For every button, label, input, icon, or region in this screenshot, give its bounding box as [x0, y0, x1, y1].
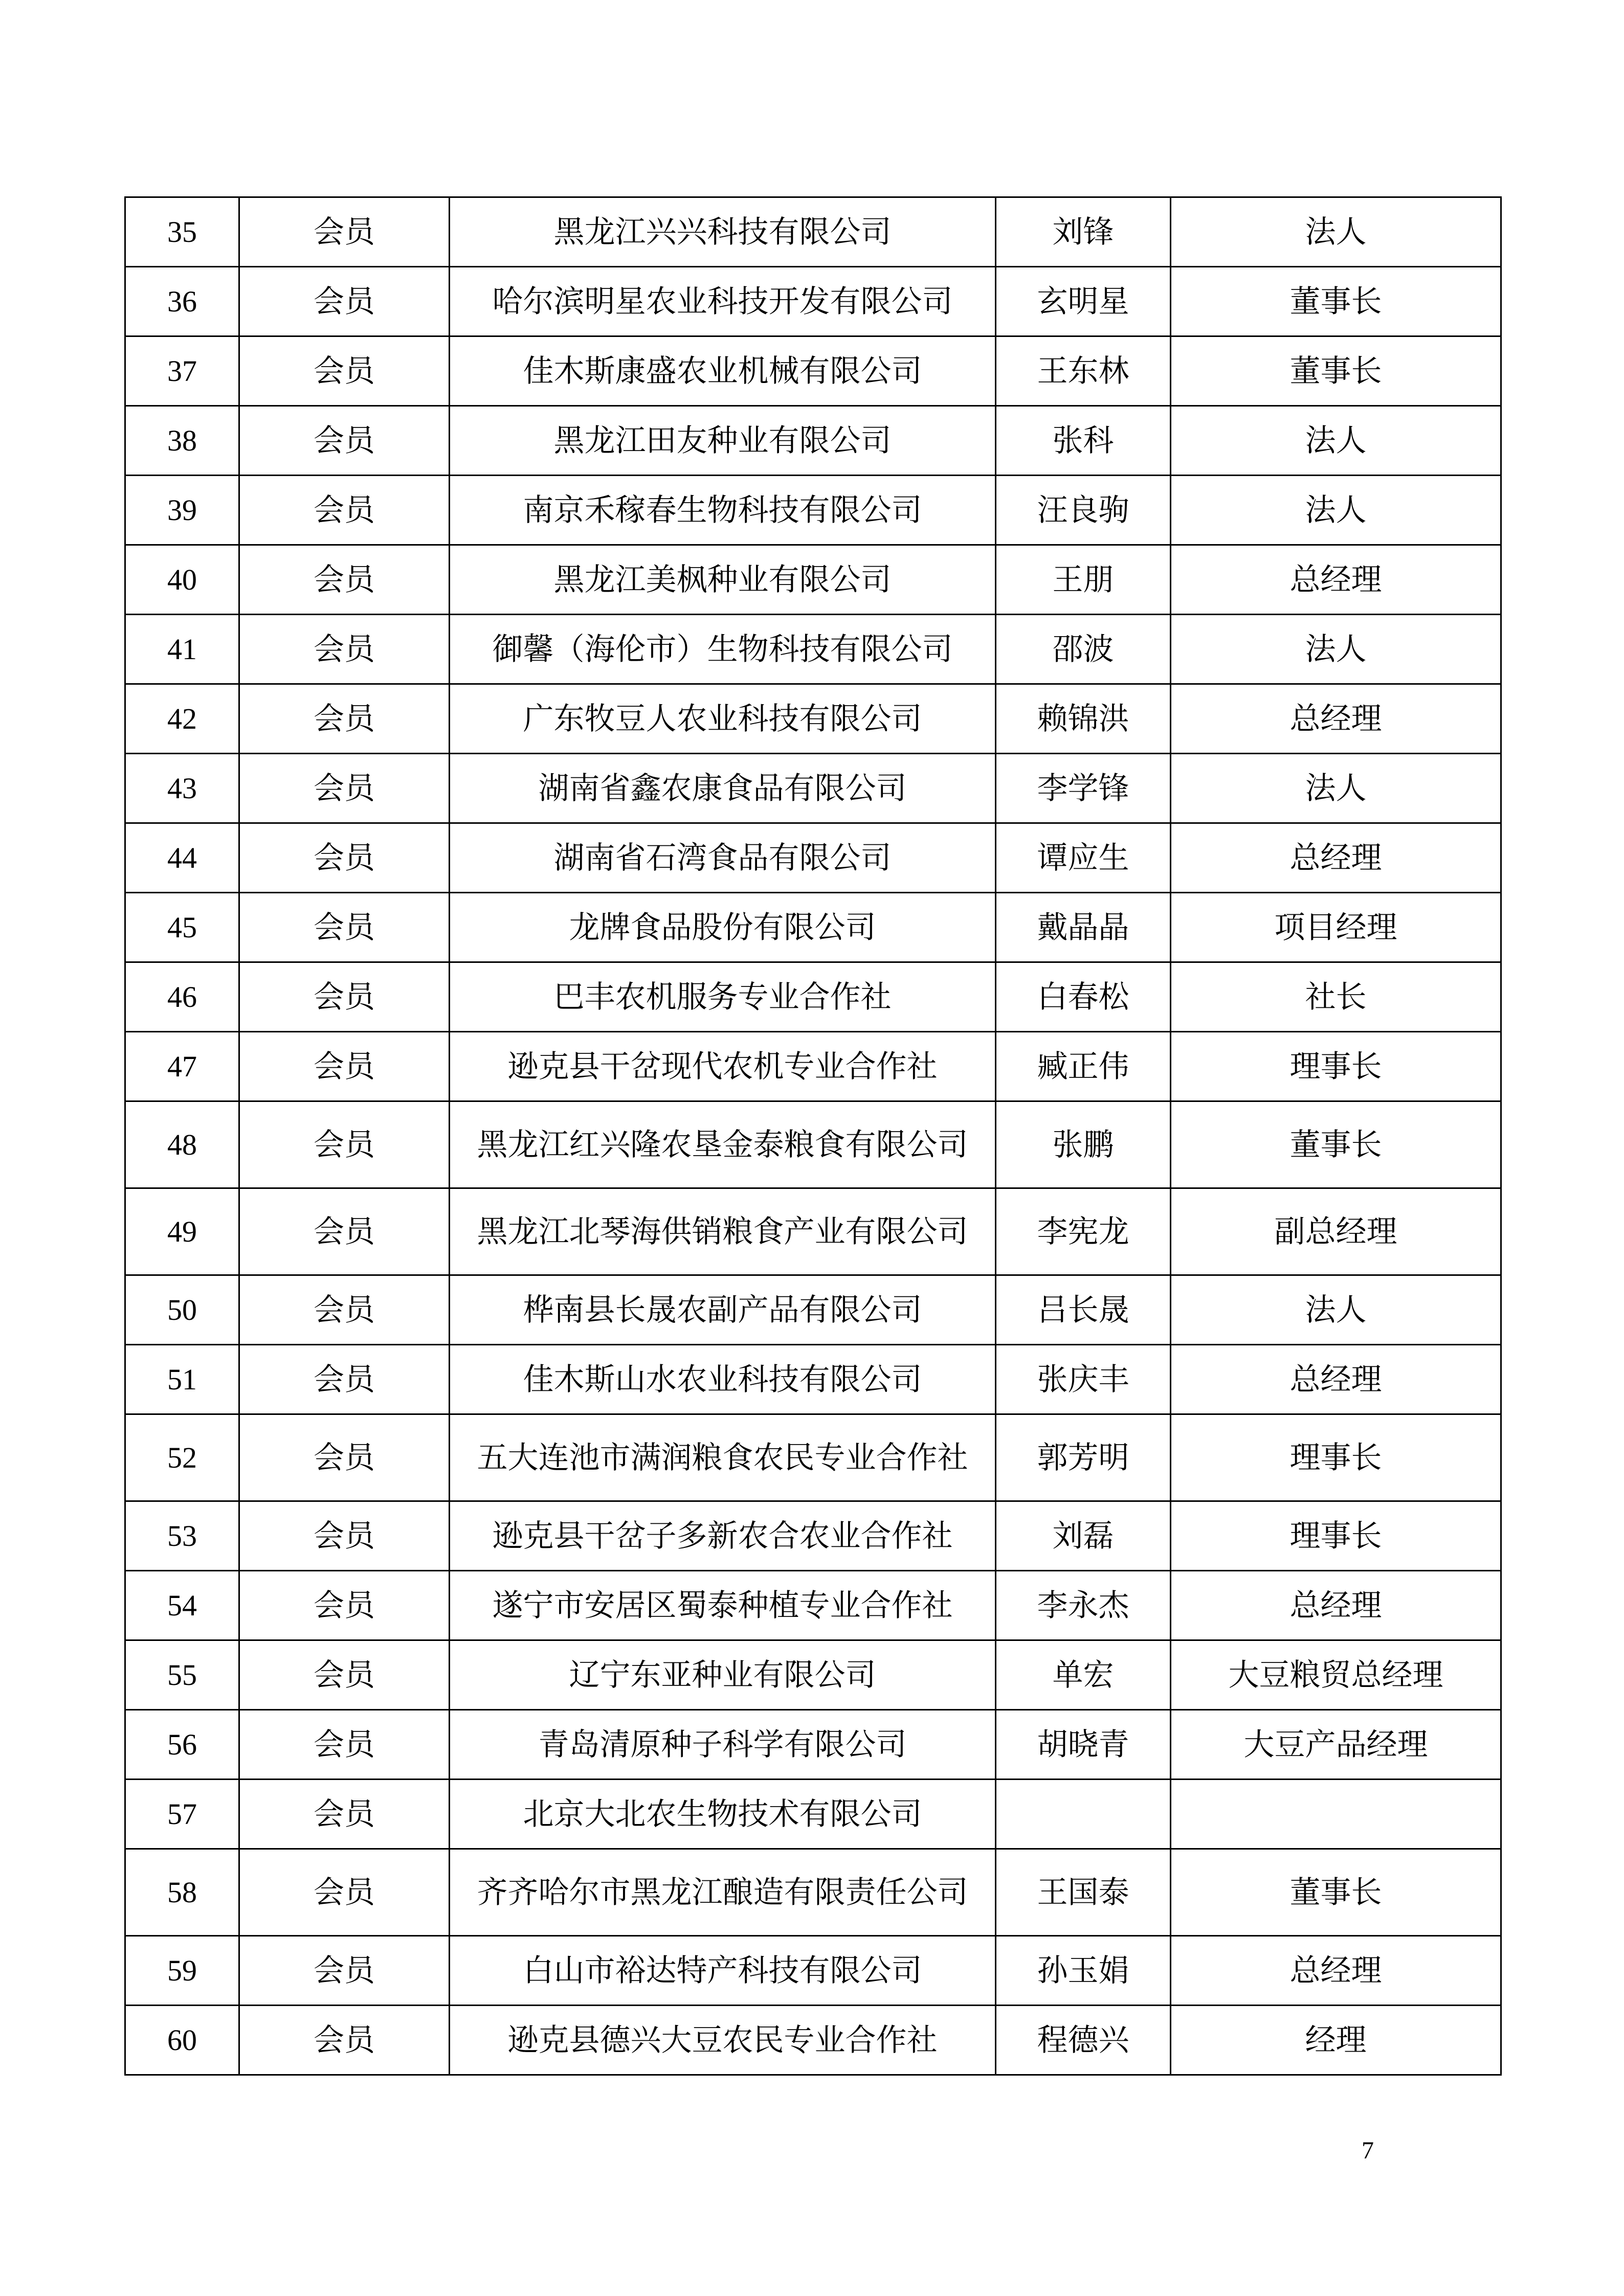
member-type: 会员 [239, 476, 450, 545]
table-row [125, 1640, 1501, 1710]
row-number: 52 [125, 1414, 239, 1501]
member-type: 会员 [239, 1571, 450, 1640]
company-name: 湖南省石湾食品有限公司 [450, 823, 996, 893]
company-name: 黑龙江兴兴科技有限公司 [450, 197, 996, 267]
contact-name: 玄明星 [996, 267, 1171, 336]
contact-name: 邵波 [996, 615, 1171, 684]
company-name: 逊克县干岔子多新农合农业合作社 [450, 1501, 996, 1571]
table-row [125, 1571, 1501, 1640]
contact-name: 李永杰 [996, 1571, 1171, 1640]
company-name: 佳木斯山水农业科技有限公司 [450, 1345, 996, 1414]
contact-title: 理事长 [1171, 1414, 1501, 1501]
member-type: 会员 [239, 197, 450, 267]
row-number: 56 [125, 1710, 239, 1780]
contact-name: 刘锋 [996, 197, 1171, 267]
contact-name: 张鹏 [996, 1101, 1171, 1188]
page-number: 7 [1362, 2137, 1374, 2164]
row-number: 57 [125, 1780, 239, 1849]
contact-name: 汪良驹 [996, 476, 1171, 545]
contact-name: 程德兴 [996, 2006, 1171, 2075]
row-number: 44 [125, 823, 239, 893]
member-type: 会员 [239, 1275, 450, 1345]
member-type: 会员 [239, 406, 450, 476]
contact-name: 李宪龙 [996, 1188, 1171, 1275]
contact-title: 法人 [1171, 476, 1501, 545]
company-name: 南京禾稼春生物科技有限公司 [450, 476, 996, 545]
contact-title: 总经理 [1171, 684, 1501, 754]
member-type: 会员 [239, 615, 450, 684]
row-number: 45 [125, 893, 239, 962]
table-row [125, 197, 1501, 267]
table-row [125, 2006, 1501, 2075]
member-type: 会员 [239, 1414, 450, 1501]
table-row [125, 476, 1501, 545]
contact-name: 王东林 [996, 336, 1171, 406]
contact-title: 法人 [1171, 406, 1501, 476]
row-number: 59 [125, 1936, 239, 2006]
table-row [125, 823, 1501, 893]
table-row [125, 1188, 1501, 1275]
table-row [125, 336, 1501, 406]
company-name: 逊克县德兴大豆农民专业合作社 [450, 2006, 996, 2075]
table-row [125, 1849, 1501, 1936]
row-number: 40 [125, 545, 239, 615]
row-number: 41 [125, 615, 239, 684]
row-number: 46 [125, 962, 239, 1032]
table-row [125, 754, 1501, 823]
company-name: 广东牧豆人农业科技有限公司 [450, 684, 996, 754]
contact-title: 董事长 [1171, 1849, 1501, 1936]
member-table [124, 196, 1502, 2076]
company-name: 桦南县长晟农副产品有限公司 [450, 1275, 996, 1345]
table-row [125, 1275, 1501, 1345]
contact-name: 王朋 [996, 545, 1171, 615]
member-type: 会员 [239, 893, 450, 962]
contact-name: 张庆丰 [996, 1345, 1171, 1414]
company-name: 青岛清原种子科学有限公司 [450, 1710, 996, 1780]
company-name: 五大连池市满润粮食农民专业合作社 [450, 1414, 996, 1501]
row-number: 48 [125, 1101, 239, 1188]
company-name: 佳木斯康盛农业机械有限公司 [450, 336, 996, 406]
row-number: 47 [125, 1032, 239, 1101]
company-name: 龙牌食品股份有限公司 [450, 893, 996, 962]
member-type: 会员 [239, 267, 450, 336]
contact-title: 理事长 [1171, 1501, 1501, 1571]
company-name: 遂宁市安居区蜀泰种植专业合作社 [450, 1571, 996, 1640]
contact-name: 白春松 [996, 962, 1171, 1032]
company-name: 御馨（海伦市）生物科技有限公司 [450, 615, 996, 684]
row-number: 50 [125, 1275, 239, 1345]
contact-name: 赖锦洪 [996, 684, 1171, 754]
contact-name: 戴晶晶 [996, 893, 1171, 962]
table-row [125, 684, 1501, 754]
member-type: 会员 [239, 1780, 450, 1849]
member-type: 会员 [239, 1032, 450, 1101]
table-row [125, 1032, 1501, 1101]
contact-name: 胡晓青 [996, 1710, 1171, 1780]
contact-name: 单宏 [996, 1640, 1171, 1710]
member-type: 会员 [239, 754, 450, 823]
contact-title: 法人 [1171, 754, 1501, 823]
contact-title: 法人 [1171, 197, 1501, 267]
company-name: 巴丰农机服务专业合作社 [450, 962, 996, 1032]
row-number: 35 [125, 197, 239, 267]
contact-name [996, 1780, 1171, 1849]
company-name: 湖南省鑫农康食品有限公司 [450, 754, 996, 823]
company-name: 白山市裕达特产科技有限公司 [450, 1936, 996, 2006]
contact-title: 总经理 [1171, 823, 1501, 893]
row-number: 53 [125, 1501, 239, 1571]
row-number: 51 [125, 1345, 239, 1414]
table-row [125, 267, 1501, 336]
company-name: 黑龙江北琴海供销粮食产业有限公司 [450, 1188, 996, 1275]
member-table-body [125, 197, 1501, 2075]
row-number: 54 [125, 1571, 239, 1640]
contact-title: 法人 [1171, 1275, 1501, 1345]
member-type: 会员 [239, 684, 450, 754]
member-type: 会员 [239, 823, 450, 893]
contact-name: 郭芳明 [996, 1414, 1171, 1501]
table-row [125, 545, 1501, 615]
contact-name: 吕长晟 [996, 1275, 1171, 1345]
row-number: 42 [125, 684, 239, 754]
company-name: 齐齐哈尔市黑龙江酿造有限责任公司 [450, 1849, 996, 1936]
row-number: 60 [125, 2006, 239, 2075]
row-number: 38 [125, 406, 239, 476]
table-row [125, 1780, 1501, 1849]
contact-title: 董事长 [1171, 1101, 1501, 1188]
company-name: 北京大北农生物技术有限公司 [450, 1780, 996, 1849]
table-row [125, 1710, 1501, 1780]
company-name: 哈尔滨明星农业科技开发有限公司 [450, 267, 996, 336]
contact-title: 社长 [1171, 962, 1501, 1032]
row-number: 36 [125, 267, 239, 336]
member-type: 会员 [239, 2006, 450, 2075]
contact-name: 臧正伟 [996, 1032, 1171, 1101]
row-number: 43 [125, 754, 239, 823]
table-row [125, 1936, 1501, 2006]
contact-title: 董事长 [1171, 336, 1501, 406]
company-name: 逊克县干岔现代农机专业合作社 [450, 1032, 996, 1101]
row-number: 39 [125, 476, 239, 545]
contact-name: 谭应生 [996, 823, 1171, 893]
contact-title: 理事长 [1171, 1032, 1501, 1101]
contact-title: 副总经理 [1171, 1188, 1501, 1275]
table-row [125, 1501, 1501, 1571]
contact-name: 张科 [996, 406, 1171, 476]
member-type: 会员 [239, 1501, 450, 1571]
table-row [125, 1101, 1501, 1188]
contact-title: 总经理 [1171, 545, 1501, 615]
company-name: 辽宁东亚种业有限公司 [450, 1640, 996, 1710]
contact-title: 经理 [1171, 2006, 1501, 2075]
member-type: 会员 [239, 1849, 450, 1936]
table-row [125, 406, 1501, 476]
contact-title: 大豆粮贸总经理 [1171, 1640, 1501, 1710]
contact-title: 项目经理 [1171, 893, 1501, 962]
company-name: 黑龙江美枫种业有限公司 [450, 545, 996, 615]
row-number: 49 [125, 1188, 239, 1275]
contact-title: 总经理 [1171, 1936, 1501, 2006]
table-row [125, 1414, 1501, 1501]
company-name: 黑龙江红兴隆农垦金泰粮食有限公司 [450, 1101, 996, 1188]
member-type: 会员 [239, 545, 450, 615]
contact-name: 王国泰 [996, 1849, 1171, 1936]
table-row [125, 1345, 1501, 1414]
table-row [125, 615, 1501, 684]
member-type: 会员 [239, 1710, 450, 1780]
member-type: 会员 [239, 1101, 450, 1188]
table-row [125, 962, 1501, 1032]
member-type: 会员 [239, 336, 450, 406]
member-type: 会员 [239, 1640, 450, 1710]
row-number: 37 [125, 336, 239, 406]
row-number: 58 [125, 1849, 239, 1936]
contact-name: 孙玉娟 [996, 1936, 1171, 2006]
member-type: 会员 [239, 1936, 450, 2006]
company-name: 黑龙江田友种业有限公司 [450, 406, 996, 476]
contact-name: 刘磊 [996, 1501, 1171, 1571]
contact-name: 李学锋 [996, 754, 1171, 823]
table-row [125, 893, 1501, 962]
member-type: 会员 [239, 1188, 450, 1275]
contact-title: 大豆产品经理 [1171, 1710, 1501, 1780]
contact-title: 总经理 [1171, 1571, 1501, 1640]
member-type: 会员 [239, 962, 450, 1032]
contact-title [1171, 1780, 1501, 1849]
member-type: 会员 [239, 1345, 450, 1414]
contact-title: 董事长 [1171, 267, 1501, 336]
contact-title: 总经理 [1171, 1345, 1501, 1414]
contact-title: 法人 [1171, 615, 1501, 684]
row-number: 55 [125, 1640, 239, 1710]
